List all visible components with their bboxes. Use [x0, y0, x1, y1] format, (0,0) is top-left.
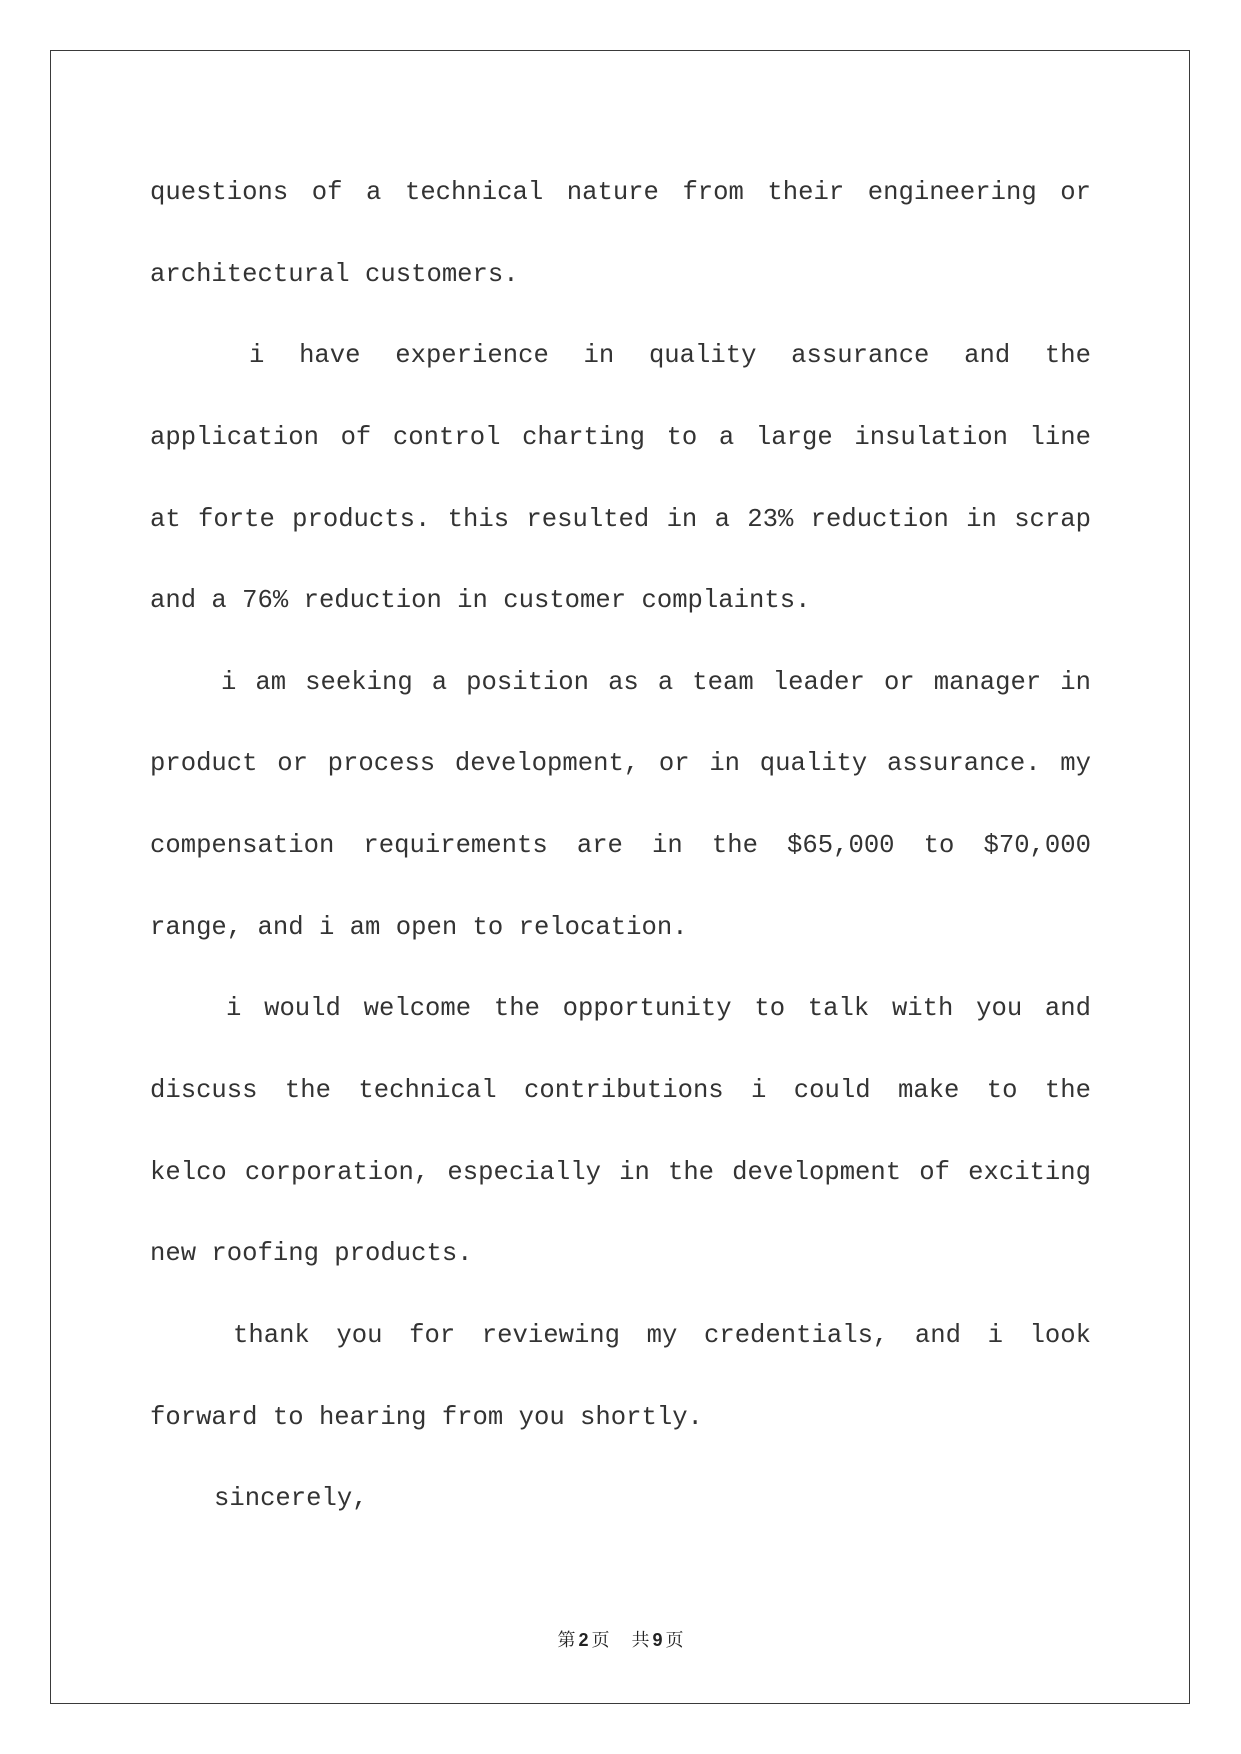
body-line: product or process development, or in quality assurance. my — [150, 749, 1091, 779]
total-suffix: 页 — [665, 1630, 684, 1651]
body-line: questions of a technical nature from their engineering or — [150, 178, 1091, 207]
body-line: i am seeking a position as a team leader or manager in — [221, 667, 1091, 697]
body-line: discuss the technical contributions i could make to the — [150, 1076, 1091, 1106]
body-line: new roofing products. — [150, 1239, 473, 1269]
closing — [150, 1458, 1091, 1540]
body-line: kelco corporation, especially in the development of exciting — [150, 1157, 1091, 1187]
paragraph — [150, 642, 1091, 969]
document-body — [150, 152, 1091, 1540]
page-prefix: 第 — [557, 1630, 576, 1651]
body-line: i would welcome the opportunity to talk with you and — [226, 994, 1091, 1024]
page-footer — [0, 1626, 1241, 1652]
body-line: i have experience in quality assurance and the — [249, 341, 1091, 371]
page-number: 2 — [578, 1630, 589, 1650]
body-line: and a 76% reduction in customer complaints. — [150, 586, 811, 616]
page-suffix: 页 — [591, 1630, 610, 1651]
body-line: compensation requirements are in the $65,000 to $70,000 — [150, 831, 1091, 861]
body-line: at forte products. this resulted in a 23% reduction in scrap — [150, 504, 1091, 534]
body-line: range, and i am open to relocation. — [150, 912, 688, 942]
body-line: thank you for reviewing my credentials, and i look — [233, 1320, 1091, 1350]
closing-line: sincerely, — [214, 1484, 368, 1514]
body-line: forward to hearing from you shortly. — [150, 1402, 703, 1432]
paragraph — [150, 968, 1091, 1295]
paragraph — [150, 315, 1091, 642]
paragraph — [150, 152, 1091, 315]
body-line: application of control charting to a large insulation line — [150, 422, 1091, 452]
total-pages: 9 — [652, 1630, 663, 1650]
total-prefix: 共 — [631, 1630, 650, 1651]
body-line: architectural customers. — [150, 259, 519, 289]
paragraph — [150, 1295, 1091, 1458]
